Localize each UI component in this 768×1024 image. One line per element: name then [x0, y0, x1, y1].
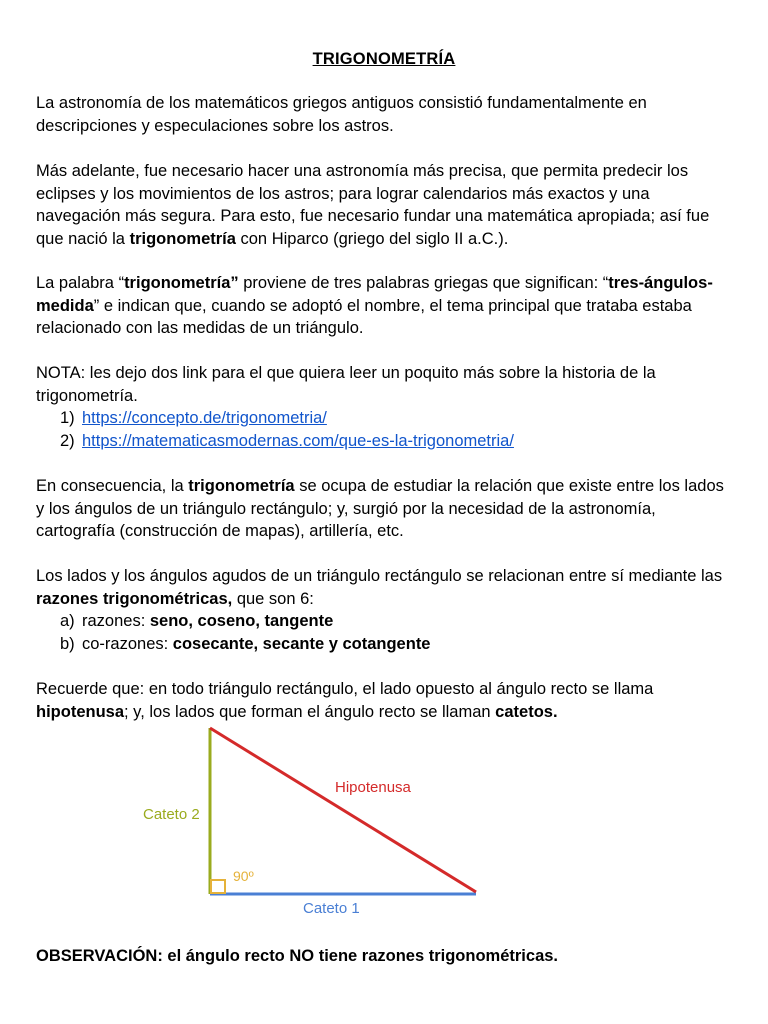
bold-term: hipotenusa: [36, 702, 125, 721]
paragraph-text: Recuerde que: en todo triángulo rectángulo, el lado opuesto al ángulo recto se llama: [36, 680, 654, 698]
bold-term: OBSERVACIÓN:: [36, 947, 163, 965]
link-concepto[interactable]: https://concepto.de/trigonometria/: [82, 409, 327, 427]
list-number: 2): [60, 431, 75, 450]
list-item: [60, 430, 740, 453]
right-triangle-diagram: [140, 726, 480, 916]
paragraph-text: NOTA: les dejo dos link para el que quiera leer un poquito más sobre la historia de la trigonometría.: [36, 364, 656, 405]
paragraph-text: Más adelante, fue necesario hacer una astronomía más precisa, que permita predecir los eclipses y los movimientos de los astros; para lograr calendarios más exactos y una navegación más segura. Para esto, fue necesario fundar una matemática apropiada; así fue que nació la: [36, 162, 710, 248]
hipotenusa-label: Hipotenusa: [335, 779, 411, 796]
bold-text: tiene razones trigonométricas.: [314, 947, 559, 965]
list-item: [60, 407, 740, 430]
list-number: 1): [60, 409, 75, 427]
angle-label: 90º: [233, 868, 254, 884]
paragraph-text: proviene de tres palabras griegas que significan: “: [238, 274, 609, 292]
paragraph-etymology: [36, 272, 736, 340]
paragraph-observacion: [36, 945, 736, 968]
list-letter: a): [60, 612, 75, 630]
page-title: TRIGONOMETRÍA: [312, 50, 456, 68]
bold-term: seno, coseno, tangente: [149, 612, 334, 630]
list-label: co-razones:: [82, 634, 173, 653]
paragraph-text: Los lados y los ángulos agudos de un triángulo rectángulo se relacionan entre sí mediante las: [36, 567, 723, 585]
bold-term: NO: [289, 947, 315, 965]
paragraph-text: con Hiparco (griego del siglo II a.C.).: [235, 229, 509, 248]
paragraph-text: La palabra “: [36, 274, 125, 292]
bold-text: el ángulo recto: [162, 947, 290, 965]
list-label: razones:: [82, 612, 150, 630]
list-item: [60, 610, 740, 633]
paragraph-text: ; y, los lados que forman el ángulo recto se llaman: [124, 702, 496, 721]
bold-term: razones trigonométricas,: [36, 589, 233, 608]
right-angle-marker: [211, 880, 225, 893]
bold-term: tres-ángulos-medida: [36, 274, 713, 315]
paragraph-text: que son 6:: [232, 589, 314, 608]
cateto-1-label: Cateto 1: [303, 900, 360, 916]
paragraph-recuerde: [36, 678, 736, 723]
links-list: [60, 407, 740, 452]
list-letter: b): [60, 634, 75, 653]
paragraph-nota: [36, 362, 736, 407]
paragraph-text: La astronomía de los matemáticos griegos antiguos consistió fundamentalmente en descripciones y especulaciones sobre los astros.: [36, 94, 647, 135]
bold-term: catetos.: [495, 702, 558, 721]
paragraph-razones: [36, 565, 736, 610]
bold-term: cosecante, secante y cotangente: [172, 634, 431, 653]
paragraph-consecuencia: [36, 475, 736, 543]
link-matematicasmodernas[interactable]: https://matematicasmodernas.com/que-es-la-trigonometria/: [82, 431, 514, 450]
paragraph-hiparco: [36, 160, 736, 250]
cateto-2-label: Cateto 2: [143, 806, 200, 823]
razones-list: [60, 610, 740, 655]
paragraph-text: se ocupa de estudiar la relación que existe entre los lados y los ángulos de un triángulo rectángulo; y, surgió por la necesidad de la astronomía, cartografía (construcción de mapas), artillería, etc.: [36, 477, 724, 540]
bold-term: trigonometría: [188, 477, 295, 495]
list-item: [60, 633, 740, 656]
bold-term: trigonometría”: [124, 274, 239, 292]
paragraph-text: En consecuencia, la: [36, 477, 189, 495]
paragraph-text: ” e indican que, cuando se adoptó el nombre, el tema principal que trataba estaba relacionado con las medidas de un triángulo.: [36, 296, 692, 337]
paragraph-intro: [36, 92, 736, 137]
bold-term: trigonometría: [129, 229, 236, 248]
